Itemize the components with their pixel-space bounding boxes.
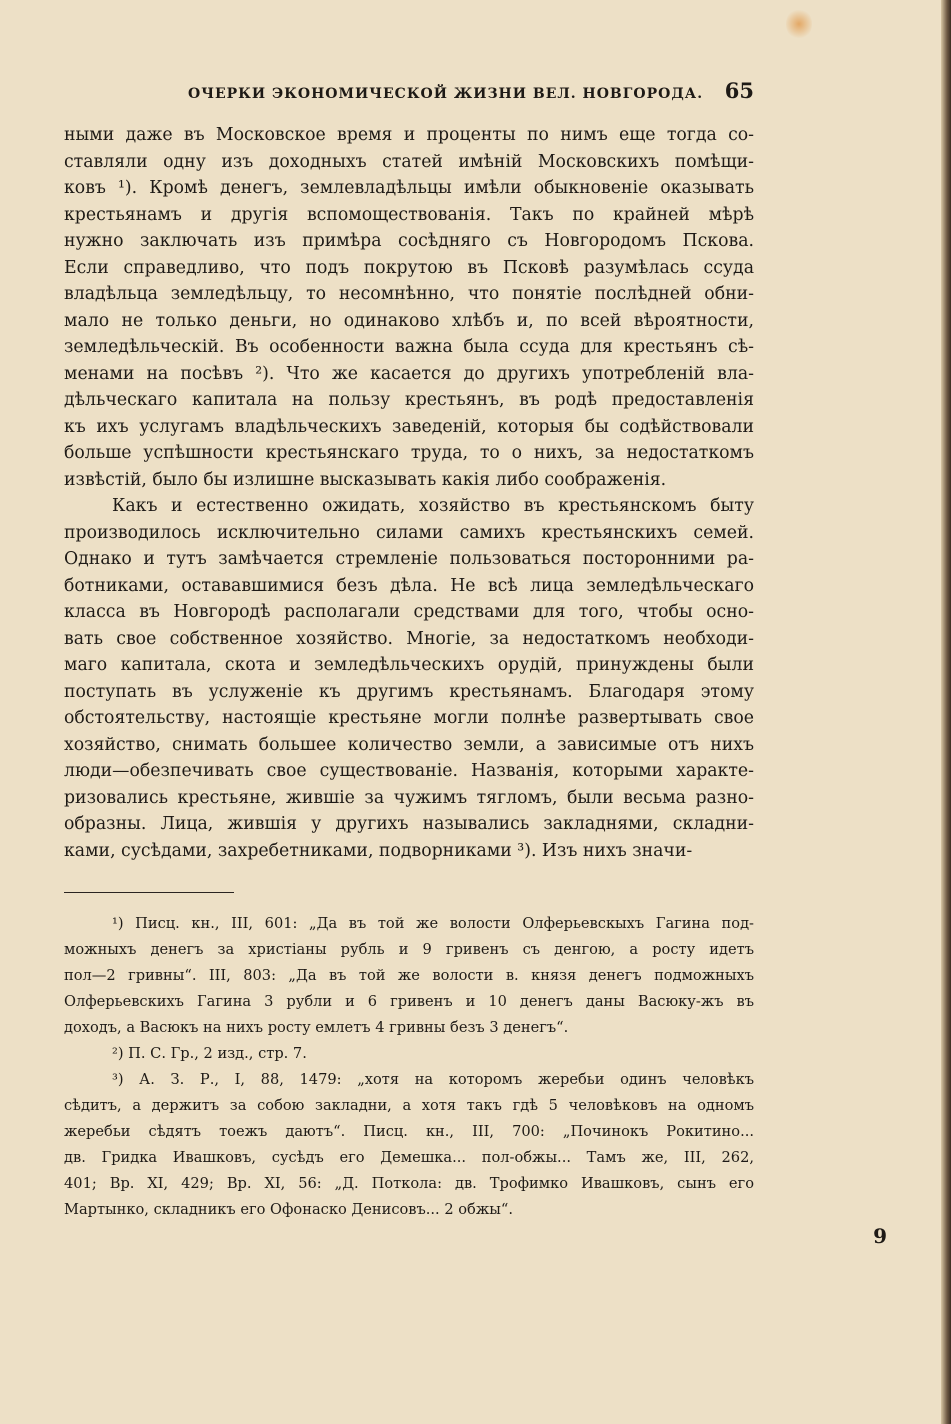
running-head: ОЧЕРКИ ЭКОНОМИЧЕСКОЙ ЖИЗНИ ВЕЛ. НОВГОРОДА. (188, 86, 704, 102)
text-line: маго капитала, скота и земледѣльческихъ орудій, принуждены были (64, 655, 754, 675)
text-line: вать свое собственное хозяйство. Многіе, за недостаткомъ необходи- (64, 628, 754, 649)
footnote-line: Олферьевскихъ Гагина 3 рубли и 6 гривенъ и 10 денегъ даны Васюку-жъ въ (64, 993, 754, 1010)
body-text (64, 122, 754, 864)
text-line: ставляли одну изъ доходныхъ статей имѣній Московскихъ помѣщи- (64, 151, 754, 172)
page-header (64, 76, 754, 112)
text-line: хозяйство, снимать большее количество земли, а зависимые отъ нихъ (64, 734, 754, 755)
footnotes (64, 911, 754, 1223)
text-line: ными даже въ Московское время и проценты по нимъ еще тогда со- (64, 125, 754, 145)
text-line: мало не только деньги, но одинаково хлѣбъ и, по всей вѣроятности, (64, 310, 754, 331)
footnote-line: ¹) Писц. кн., III, 601: „Да въ той же волости Олферьевскыхъ Гагина под- (112, 915, 754, 932)
text-line: люди—обезпечивать свое существованіе. Названія, которыми характе- (64, 761, 754, 781)
footnote-line: Мартынко, складникъ его Офонаско Денисовъ... 2 обжы“. (64, 1201, 513, 1218)
signature-mark: 9 (873, 1224, 887, 1248)
footnote-line: жеребьи сѣдятъ тоежъ даютъ“. Писц. кн., III, 700: „Починокъ Рокитино... (64, 1123, 754, 1140)
text-line: менами на посѣвъ ²). Что же касается до другихъ употребленій вла- (64, 363, 754, 384)
text-line: дѣльческаго капитала на пользу крестьянъ, въ родѣ предоставленія (64, 390, 754, 410)
text-line: ковъ ¹). Кромѣ денегъ, землевладѣльцы имѣли обыкновеніе оказывать (64, 178, 754, 198)
text-line: извѣстій, было бы излишне высказывать какія либо соображенія. (64, 469, 667, 490)
text-line: образны. Лица, жившія у другихъ назывались закладнями, складни- (64, 814, 754, 834)
page-number: 65 (724, 78, 754, 103)
footnote-line: дв. Гридка Ивашковъ, сусѣдъ его Демешка... пол-обжы... Тамъ же, III, 262, (64, 1149, 754, 1166)
text-line: обстоятельству, настоящіе крестьяне могли полнѣе развертывать свое (64, 708, 754, 728)
text-line: владѣльца земледѣльцу, то несомнѣнно, что понятіе послѣдней обни- (64, 284, 754, 304)
footnote-line: сѣдитъ, а держитъ за собою закладни, а хотя такъ гдѣ 5 человѣковъ на одномъ (64, 1097, 754, 1114)
text-line: класса въ Новгородѣ располагали средствами для того, чтобы осно- (64, 602, 754, 622)
text-line: земледѣльческій. Въ особенности важна была ссуда для крестьянъ сѣ- (64, 337, 754, 357)
paper-stain (786, 8, 812, 40)
text-line: ками, сусѣдами, захребетниками, подворниками ³). Изъ нихъ значи- (64, 840, 693, 861)
text-line: ботниками, остававшимися безъ дѣла. Не всѣ лица земледѣльческаго (64, 575, 754, 596)
text-line: поступать въ услуженіе къ другимъ крестьянамъ. Благодаря этому (64, 681, 754, 702)
footnote-line: можныхъ денегъ за христіаны рубль и 9 гривенъ съ денгою, а росту идетъ (64, 941, 754, 958)
book-spine-shadow (941, 0, 951, 1424)
footnote-line: ³) А. З. Р., I, 88, 1479: „хотя на которомъ жеребьи одинъ человѣкъ (112, 1071, 754, 1088)
footnote-rule (64, 892, 234, 893)
text-line: больше успѣшности крестьянскаго труда, то о нихъ, за недостаткомъ (64, 443, 754, 463)
footnote-line: доходъ, а Васюкъ на нихъ росту емлетъ 4 гривны безъ 3 денегъ“. (64, 1019, 569, 1036)
footnote-line: 401; Вр. XI, 429; Вр. XI, 56: „Д. Поткола: дв. Трофимко Ивашковъ, сынъ его (64, 1175, 754, 1192)
text-line: нужно заключать изъ примѣра сосѣдняго съ Новгородомъ Пскова. (64, 231, 754, 251)
text-line: ризовались крестьяне, жившіе за чужимъ тягломъ, были весьма разно- (64, 787, 754, 808)
footnote-line: ²) П. С. Гр., 2 изд., стр. 7. (112, 1045, 307, 1062)
text-line: производилось исключительно силами самихъ крестьянскихъ семей. (64, 522, 754, 543)
text-line: крестьянамъ и другія вспомоществованія. Такъ по крайней мѣрѣ (64, 204, 754, 225)
page-content (64, 76, 754, 1223)
text-line: Если справедливо, что подъ покрутою въ Псковѣ разумѣлась ссуда (64, 257, 754, 278)
text-line: къ ихъ услугамъ владѣльческихъ заведеній, которыя бы содѣйствовали (64, 416, 754, 437)
footnote-line: пол—2 гривны“. III, 803: „Да въ той же волости в. князя денегъ подможныхъ (64, 967, 754, 984)
text-line: Однако и тутъ замѣчается стремленіе пользоваться посторонними ра- (64, 549, 754, 569)
text-line: Какъ и естественно ожидать, хозяйство въ крестьянскомъ быту (112, 496, 754, 516)
